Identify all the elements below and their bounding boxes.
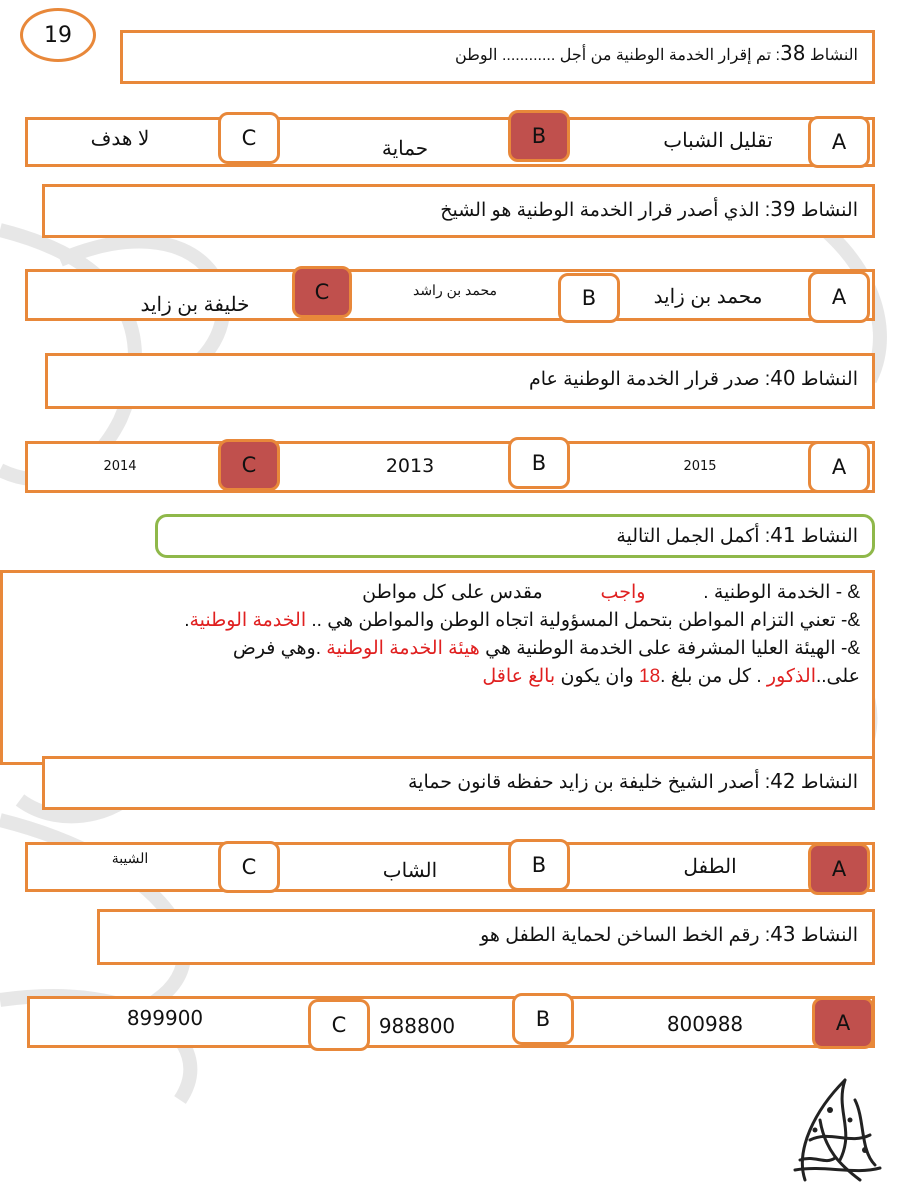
q42-option-c-text: الشيبة	[111, 850, 149, 866]
question-41-answers-box	[0, 570, 875, 765]
q38-option-c-text: لا هدف	[90, 128, 150, 150]
q41-line-2-text-b: .	[184, 610, 190, 631]
question-40-number: 40	[770, 366, 796, 390]
calligraphy-signature-icon	[785, 1070, 885, 1190]
q41-line-3	[15, 635, 860, 663]
q40-option-c-text: 2014	[103, 459, 137, 474]
question-38-text: : تم إقرار الخدمة الوطنية من أجل ............ الوطن	[455, 47, 780, 64]
q43-option-a-text: 800988	[666, 1012, 744, 1036]
q41-line-2-text-a: &- تعني التزام المواطن بتحمل المسؤولية اتجاه الوطن والمواطن هي ..	[311, 610, 860, 631]
q41-line-3-text-b: .وهي فرض	[232, 638, 321, 659]
q40-option-c-button[interactable]: C	[218, 439, 280, 491]
q41-line-4	[15, 663, 860, 691]
q39-option-c-text: خليفة بن زايد	[140, 294, 250, 316]
question-43-box	[97, 909, 875, 965]
q39-option-b-button[interactable]: B	[558, 273, 620, 323]
question-39-text: : الذي أصدر قرار الخدمة الوطنية هو الشيخ	[440, 200, 771, 221]
question-40-label: النشاط	[800, 369, 858, 390]
q42-option-c-button[interactable]: C	[218, 841, 280, 893]
q39-option-c-button[interactable]: C	[292, 266, 352, 318]
question-39-label: النشاط	[800, 200, 858, 221]
question-39-number: 39	[770, 197, 796, 221]
q40-option-b-button[interactable]: B	[508, 437, 570, 489]
q41-line-4-text-c: وان يكون	[560, 666, 634, 687]
question-42-box	[42, 756, 875, 810]
question-42-label: النشاط	[800, 772, 858, 793]
question-43-text: : رقم الخط الساخن لحماية الطفل هو	[480, 925, 771, 946]
q42-option-a-text: الطفل	[683, 856, 737, 878]
q41-line-4-answer-3: بالغ عاقل	[482, 666, 556, 687]
question-38-label: النشاط	[809, 47, 858, 64]
q41-line-4-text-b: . كل من بلغ .	[660, 666, 762, 687]
q41-line-1-answer: واجب	[600, 582, 646, 603]
question-39-box	[42, 184, 875, 238]
q38-option-b-button[interactable]: B	[508, 110, 570, 162]
q42-option-b-text: الشاب	[382, 860, 438, 882]
q40-option-a-text: 2015	[683, 459, 717, 474]
q38-option-a-button[interactable]: A	[808, 116, 870, 168]
q41-line-4-answer-2: 18	[639, 666, 661, 687]
q39-option-a-button[interactable]: A	[808, 271, 870, 323]
question-40-text: : صدر قرار الخدمة الوطنية عام	[528, 369, 771, 390]
q40-option-b-text: 2013	[385, 455, 435, 477]
question-41-box	[155, 514, 875, 558]
question-43-number: 43	[770, 922, 796, 946]
q41-line-1-text-a: & - الخدمة الوطنية .	[703, 582, 860, 603]
question-42-number: 42	[770, 769, 796, 793]
q42-option-a-button[interactable]: A	[808, 843, 870, 895]
question-43-label: النشاط	[800, 925, 858, 946]
q38-option-a-text: تقليل الشباب	[663, 130, 773, 152]
q41-line-3-answer: هيئة الخدمة الوطنية	[326, 638, 480, 659]
q41-line-3-text-a: &- الهيئة العليا المشرفة على الخدمة الوطنية هي	[485, 638, 860, 659]
question-38-box	[120, 30, 875, 84]
q38-option-c-button[interactable]: C	[218, 112, 280, 164]
question-41-number: 41	[770, 523, 796, 547]
question-41-text: : أكمل الجمل التالية	[616, 526, 771, 547]
q43-option-c-text: 899900	[126, 1006, 204, 1030]
q41-line-4-answer-1: الذكور	[766, 666, 816, 687]
q40-option-a-button[interactable]: A	[808, 441, 870, 493]
q41-line-2	[15, 607, 860, 635]
question-41-label: النشاط	[800, 526, 858, 547]
q39-option-a-text: محمد بن زايد	[653, 286, 763, 308]
q41-line-2-answer: الخدمة الوطنية	[189, 610, 307, 631]
q41-line-1	[15, 579, 860, 607]
q41-line-1-text-b: مقدس على كل مواطن	[362, 582, 543, 603]
question-40-box	[45, 353, 875, 409]
q43-option-a-button[interactable]: A	[812, 997, 874, 1049]
q43-option-b-text: 988800	[378, 1014, 456, 1038]
q39-option-b-text: محمد بن راشد	[412, 282, 498, 298]
q43-option-b-button[interactable]: B	[512, 993, 574, 1045]
question-42-text: : أصدر الشيخ خليفة بن زايد حفظه قانون حماية	[407, 772, 771, 793]
page-number-badge: 19	[20, 8, 96, 62]
q42-option-b-button[interactable]: B	[508, 839, 570, 891]
question-38-number: 38	[780, 41, 806, 65]
q41-line-4-text-a: على..	[815, 666, 860, 687]
q43-option-c-button[interactable]: C	[308, 999, 370, 1051]
q38-option-b-text: حماية	[381, 138, 429, 160]
